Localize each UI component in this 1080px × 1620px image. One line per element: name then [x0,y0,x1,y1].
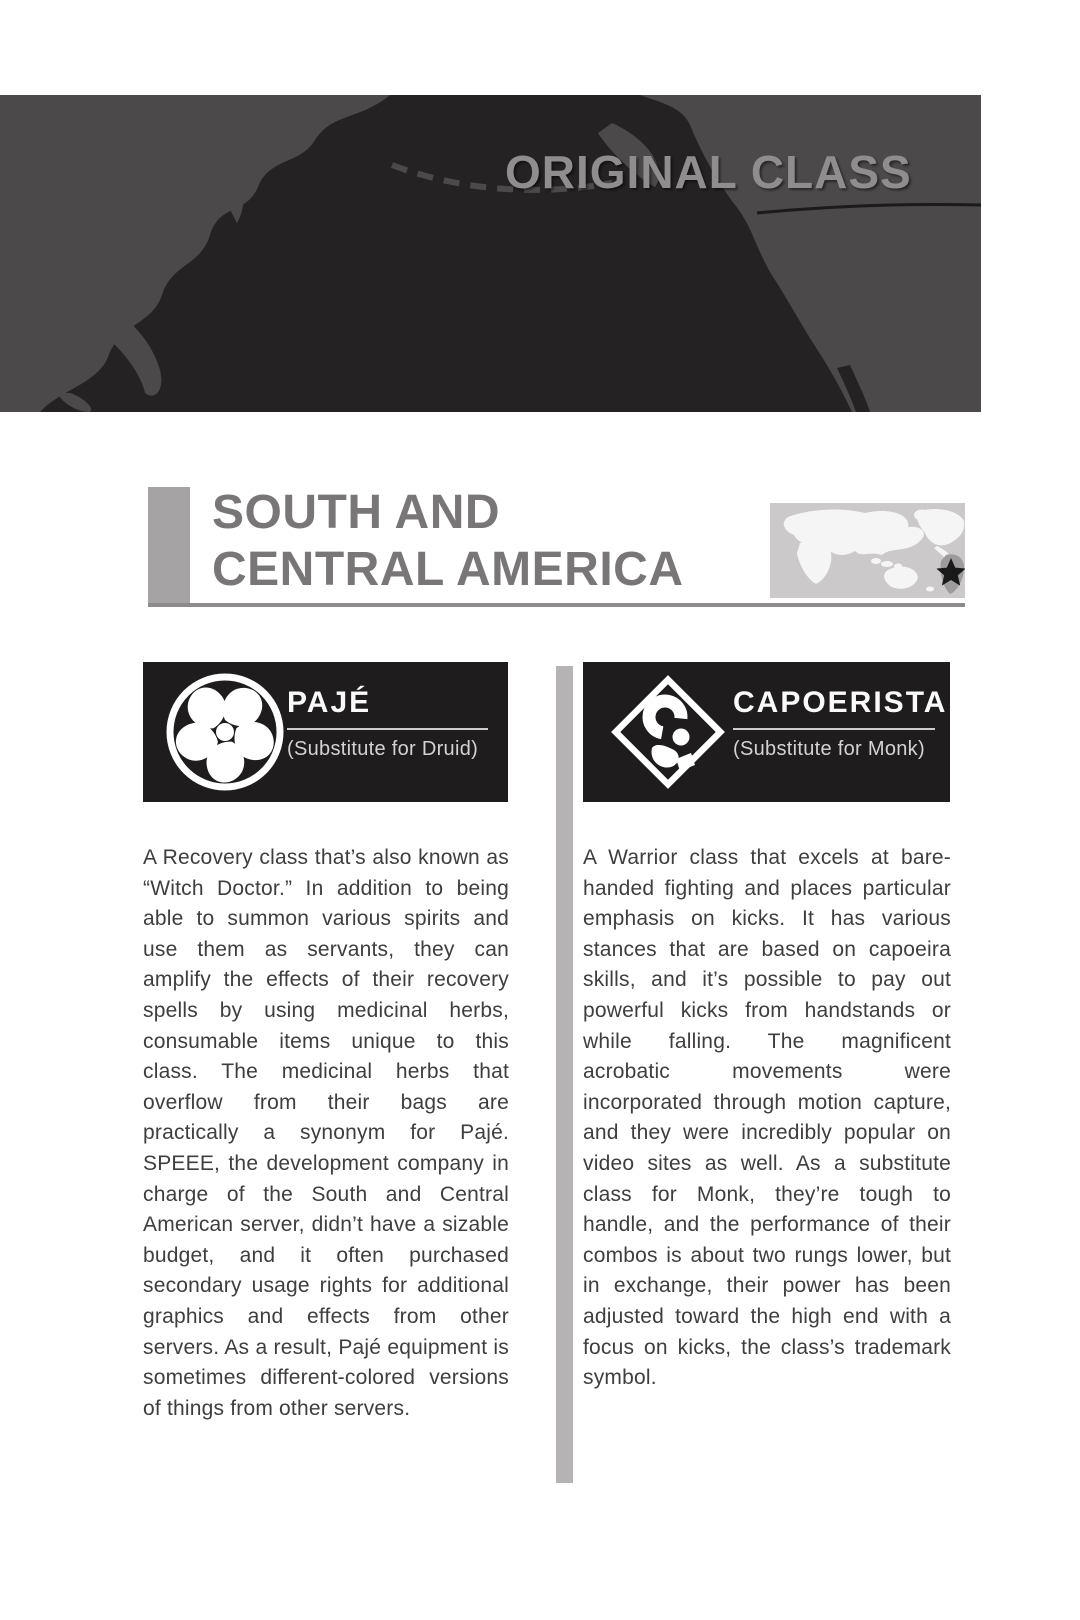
world-map-thumbnail [770,503,965,598]
capoerista-diamond-icon [608,672,728,792]
class-name-underline [733,728,935,730]
paje-flower-swirl-icon [163,670,287,794]
class-name: PAJÉ [287,686,372,719]
world-map-graphic [770,503,965,598]
column-divider [556,666,573,1483]
section-title [212,484,684,598]
capoerista-description: A Warrior class that excels at bare-handed fighting and places particular emphasis on kicks. It has various stances that are based on capoeira skills, and it’s possible to pay out powerful kicks from handstands or while falling. The magnificent acrobatic movements were incorporated through motion capture, and they were incredibly popular on video sites as well. As a substitute class for Monk, they’re tough to handle, and the performance of their combos is about two rungs lower, but in exchange, their power has been adjusted toward the high end with a focus on kicks, the class’s trademark symbol. [583,846,951,1390]
section-rule [148,603,965,607]
pacific-map-graphic [0,95,981,412]
paje-description: A Recovery class that’s also known as “Witch Doctor.” In addition to being able to summon various spirits and use them as servants, they can amplify the effects of their recovery spells by using medicinal herbs, consumable items unique to this class. The medicinal herbs that overflow from their bags are practically a synonym for Pajé. SPEEE, the development company in charge of the South and Central American server, didn’t have a sizable budget, and it often purchased secondary usage rights for additional graphics and effects from other servers. As a result, Pajé equipment is sometimes different-colored versions of things from other servers. [143,846,509,1420]
class-name: CAPOERISTA [733,686,948,719]
section-title-line2: CENTRAL AMERICA [212,543,684,596]
class-substitute: (Substitute for Druid) [287,738,479,760]
section-title-line1: SOUTH AND [212,486,501,539]
banner-title: ORIGINAL CLASS [505,146,912,198]
section-accent-bar [148,487,190,607]
class-card-paje [143,662,508,802]
banner-map [0,95,981,412]
class-card-capoerista [583,662,950,802]
class-name-underline [287,728,488,730]
class-substitute: (Substitute for Monk) [733,738,925,760]
